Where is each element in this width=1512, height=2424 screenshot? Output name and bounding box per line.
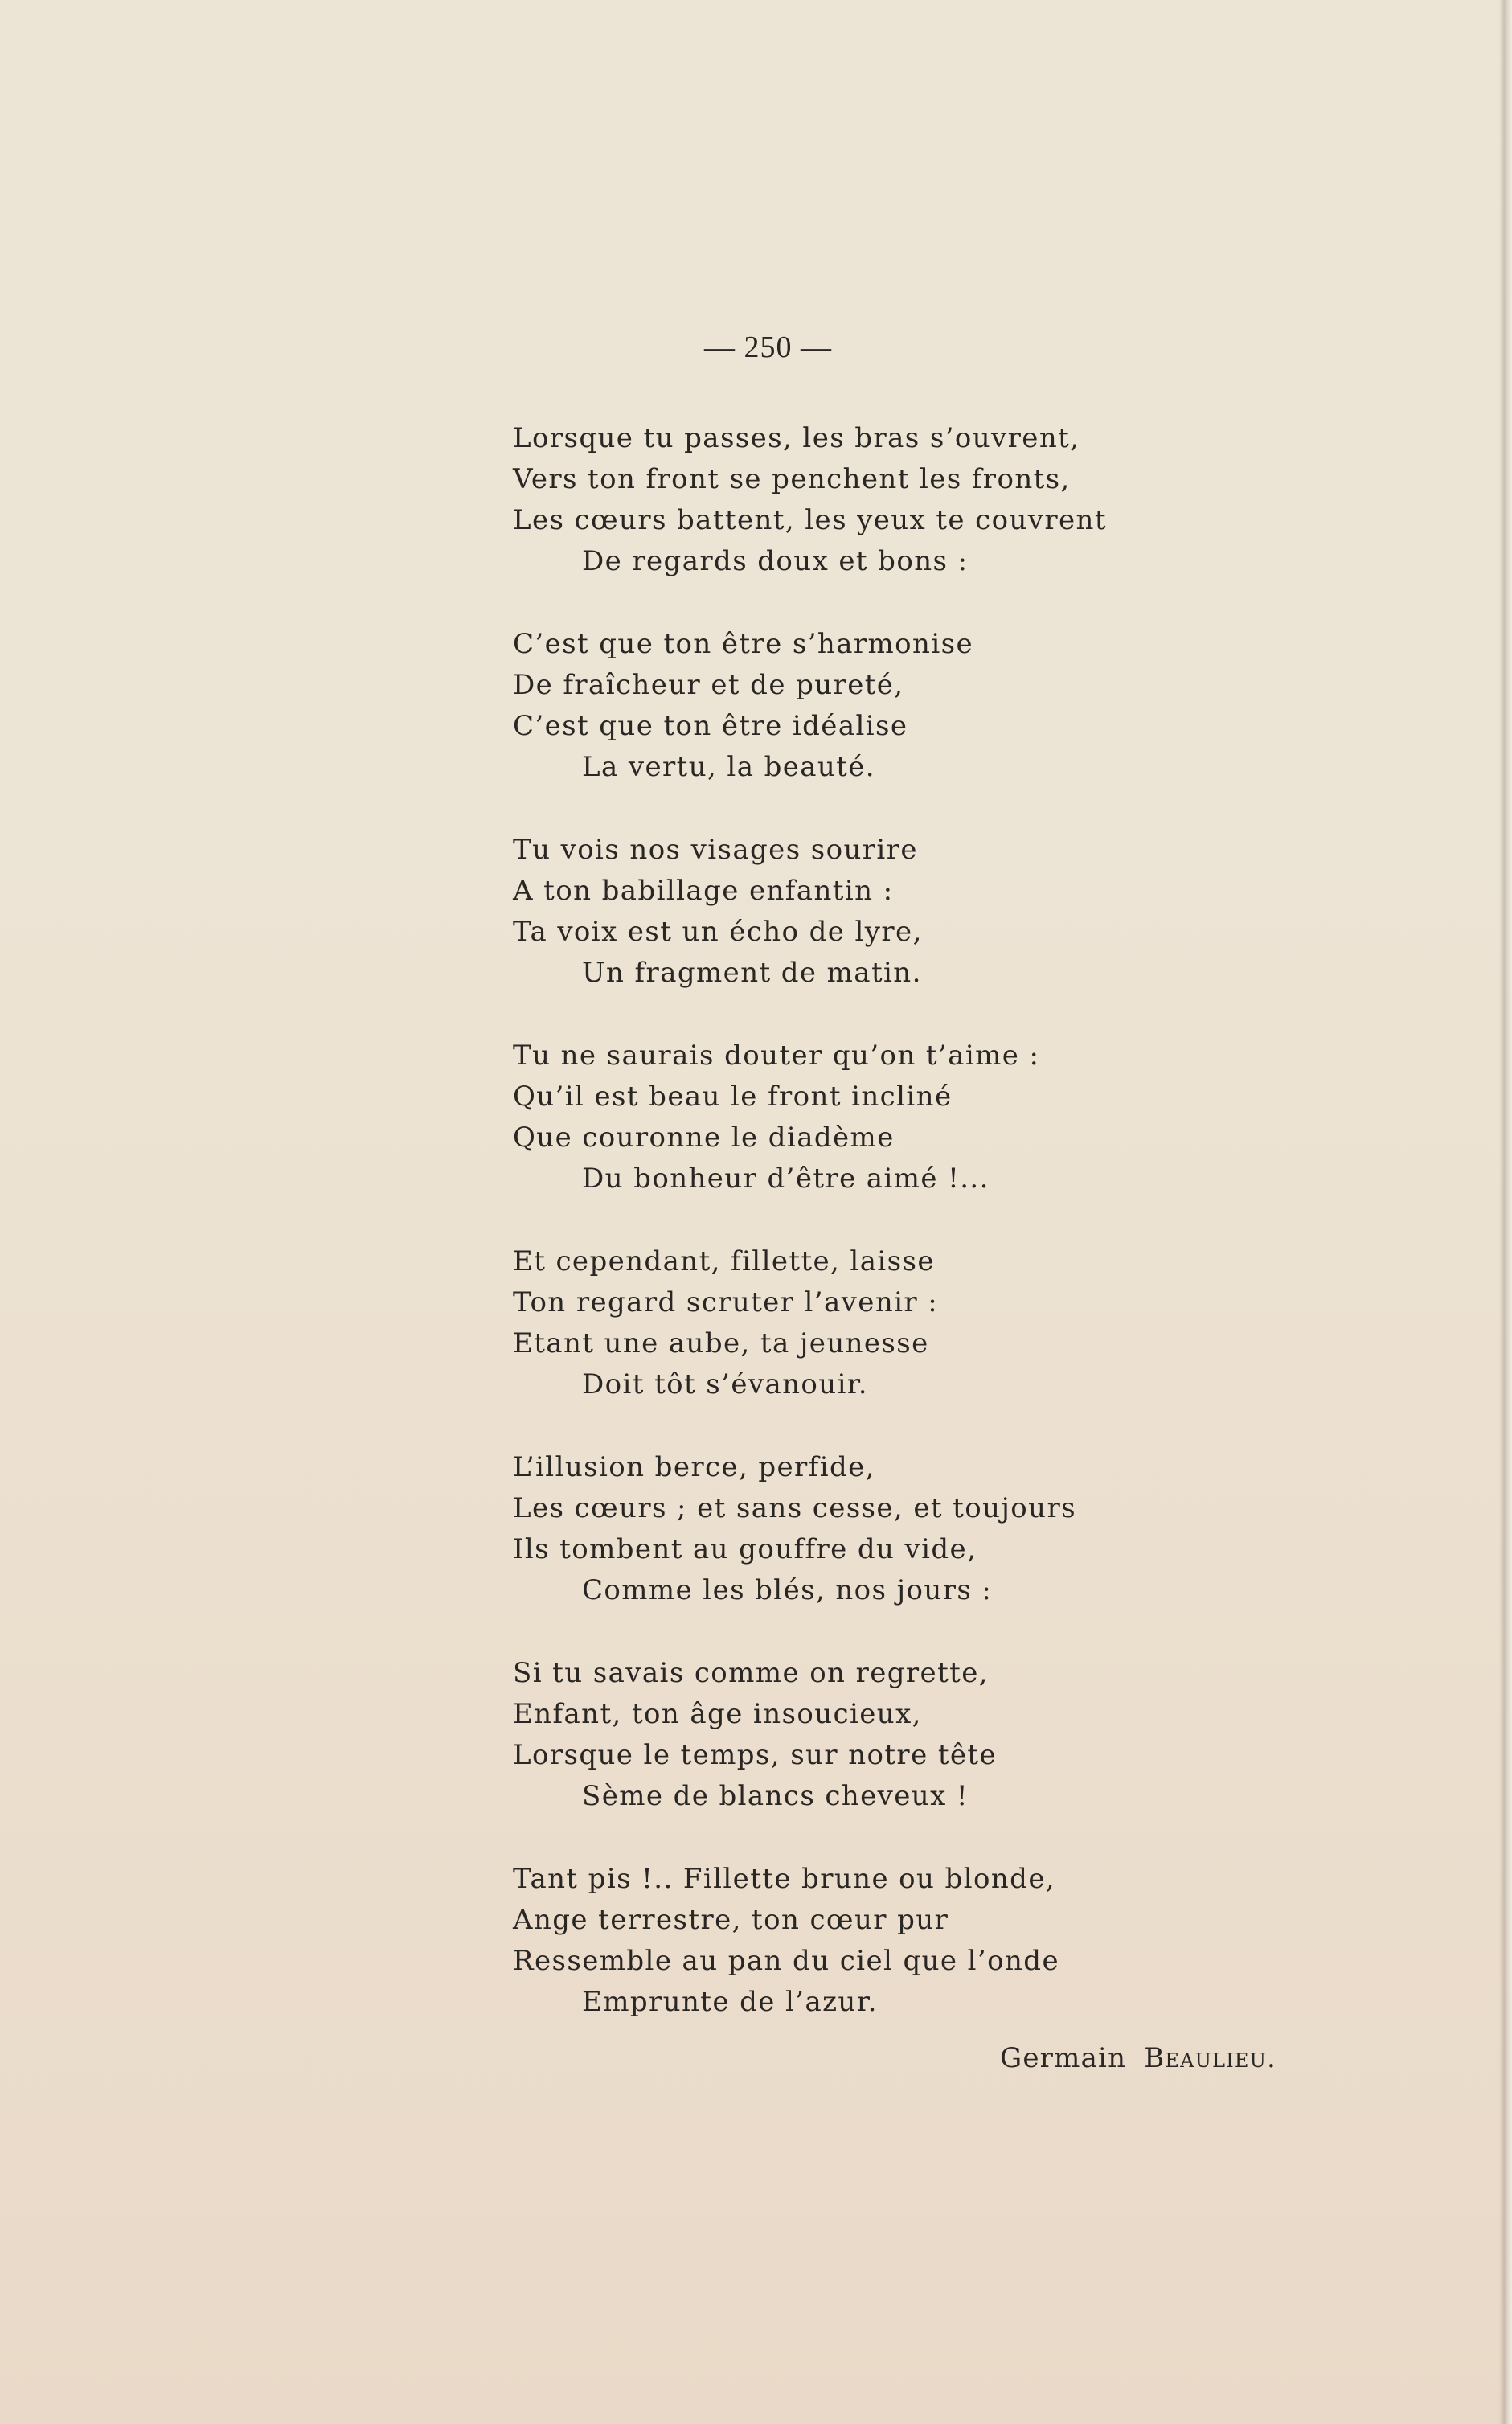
verse-line: Les cœurs battent, les yeux te couvrent <box>513 504 1107 536</box>
verse-line: Enfant, ton âge insoucieux, <box>513 1698 922 1730</box>
verse-line: C’est que ton être s’harmonise <box>513 628 973 660</box>
verse-line: Tu vois nos visages sourire <box>513 834 918 866</box>
stanza-3 <box>513 830 1317 1036</box>
verse-line: L’illusion berce, perfide, <box>513 1451 875 1483</box>
verse-line: Tu ne saurais douter qu’on t’aime : <box>513 1040 1040 1072</box>
verse-line-indented: De regards doux et bons : <box>582 545 969 577</box>
verse-line: Qu’il est beau le front incliné <box>513 1081 953 1113</box>
author-first-name: Germain <box>1000 2042 1127 2074</box>
verse-line: Ta voix est un écho de lyre, <box>513 916 923 948</box>
verse-line: Si tu savais comme on regrette, <box>513 1657 989 1689</box>
verse-line-indented: Comme les blés, nos jours : <box>582 1574 993 1606</box>
verse-line: Les cœurs ; et sans cesse, et toujours <box>513 1492 1076 1524</box>
verse-line: Ton regard scruter l’avenir : <box>513 1286 939 1319</box>
verse-line-indented: Du bonheur d’être aimé !... <box>582 1163 990 1195</box>
page-number: — 250 — <box>704 330 832 364</box>
author-signature <box>1000 2042 1276 2074</box>
stanza-1 <box>513 418 1317 624</box>
verse-line: De fraîcheur et de pureté, <box>513 669 904 701</box>
verse-line: Vers ton front se penchent les fronts, <box>513 463 1071 495</box>
stanza-8 <box>513 1859 1317 2065</box>
verse-line: Ange terrestre, ton cœur pur <box>513 1904 949 1936</box>
verse-line-indented: La vertu, la beauté. <box>582 751 876 783</box>
poem <box>513 418 1317 2065</box>
stanza-5 <box>513 1241 1317 1447</box>
verse-line: Que couronne le diadème <box>513 1122 895 1154</box>
verse-line: Lorsque le temps, sur notre tête <box>513 1739 997 1771</box>
verse-line-indented: Emprunte de l’azur. <box>582 1986 878 2018</box>
verse-line-indented: Sème de blancs cheveux ! <box>582 1780 969 1812</box>
verse-line: C’est que ton être idéalise <box>513 710 908 742</box>
verse-line-indented: Doit tôt s’évanouir. <box>582 1368 868 1401</box>
verse-line: A ton babillage enfantin : <box>513 875 894 907</box>
verse-line: Et cependant, fillette, laisse <box>513 1245 935 1278</box>
stanza-2 <box>513 624 1317 830</box>
stanza-4 <box>513 1036 1317 1241</box>
stanza-7 <box>513 1653 1317 1859</box>
verse-line: Ils tombent au gouffre du vide, <box>513 1533 977 1565</box>
verse-line: Etant une aube, ta jeunesse <box>513 1327 929 1360</box>
verse-line-indented: Un fragment de matin. <box>582 957 922 989</box>
verse-line: Lorsque tu passes, les bras s’ouvrent, <box>513 422 1080 454</box>
stanza-6 <box>513 1447 1317 1653</box>
verse-line: Ressemble au pan du ciel que l’onde <box>513 1945 1059 1977</box>
author-surname: Beaulieu. <box>1144 2042 1277 2074</box>
verse-line: Tant pis !.. Fillette brune ou blonde, <box>513 1863 1056 1895</box>
